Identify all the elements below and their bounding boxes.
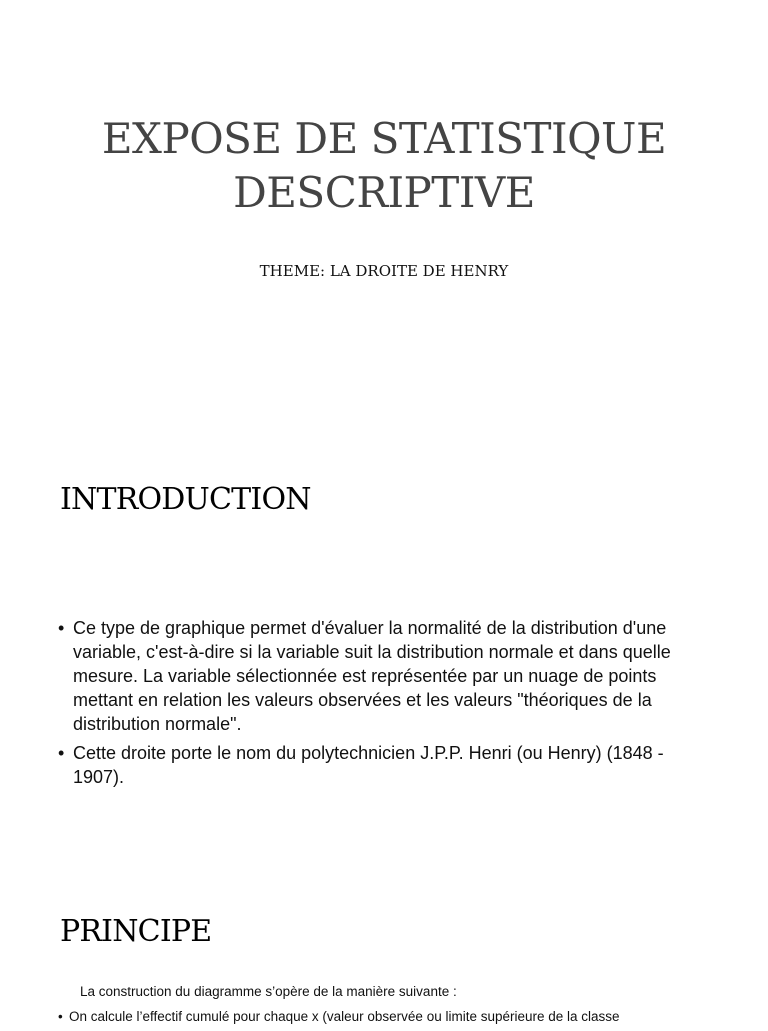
principe-bullet-list bbox=[58, 1008, 758, 1031]
principe-slide bbox=[0, 886, 768, 1024]
introduction-heading: INTRODUCTION bbox=[60, 482, 311, 517]
presentation-subtitle: THEME: LA DROITE DE HENRY bbox=[259, 262, 509, 280]
bullet-icon: • bbox=[58, 1009, 63, 1024]
introduction-bullet-list bbox=[58, 616, 718, 794]
introduction-slide bbox=[0, 456, 768, 886]
list-item bbox=[58, 616, 718, 736]
bullet-text: Ce type de graphique permet d'évaluer la normalité de la distribution d'une variable, c'est-à-dire si la variable suit la distribution normale et dans quelle mesure. La variable sélectionnée est représentée par un nuage de points mettant en relation les valeurs observées et les valeurs "théoriques de la distribution normale". bbox=[73, 618, 671, 734]
list-item bbox=[58, 1008, 758, 1026]
bullet-text: On calcule l’effectif cumulé pour chaque x (valeur observée ou limite supérieure de la classe bbox=[69, 1009, 620, 1024]
presentation-title: EXPOSE DE STATISTIQUE DESCRIPTIVE bbox=[101, 114, 667, 217]
title-slide bbox=[0, 0, 768, 456]
bullet-text: Cette droite porte le nom du polytechnicien J.P.P. Henri (ou Henry) (1848 - 1907). bbox=[73, 743, 664, 787]
bullet-icon: • bbox=[58, 618, 65, 638]
bullet-icon: • bbox=[58, 743, 65, 763]
principe-lead-text: La construction du diagramme s’opère de la manière suivante : bbox=[80, 984, 457, 999]
list-item bbox=[58, 741, 718, 789]
principe-heading: PRINCIPE bbox=[60, 914, 212, 949]
